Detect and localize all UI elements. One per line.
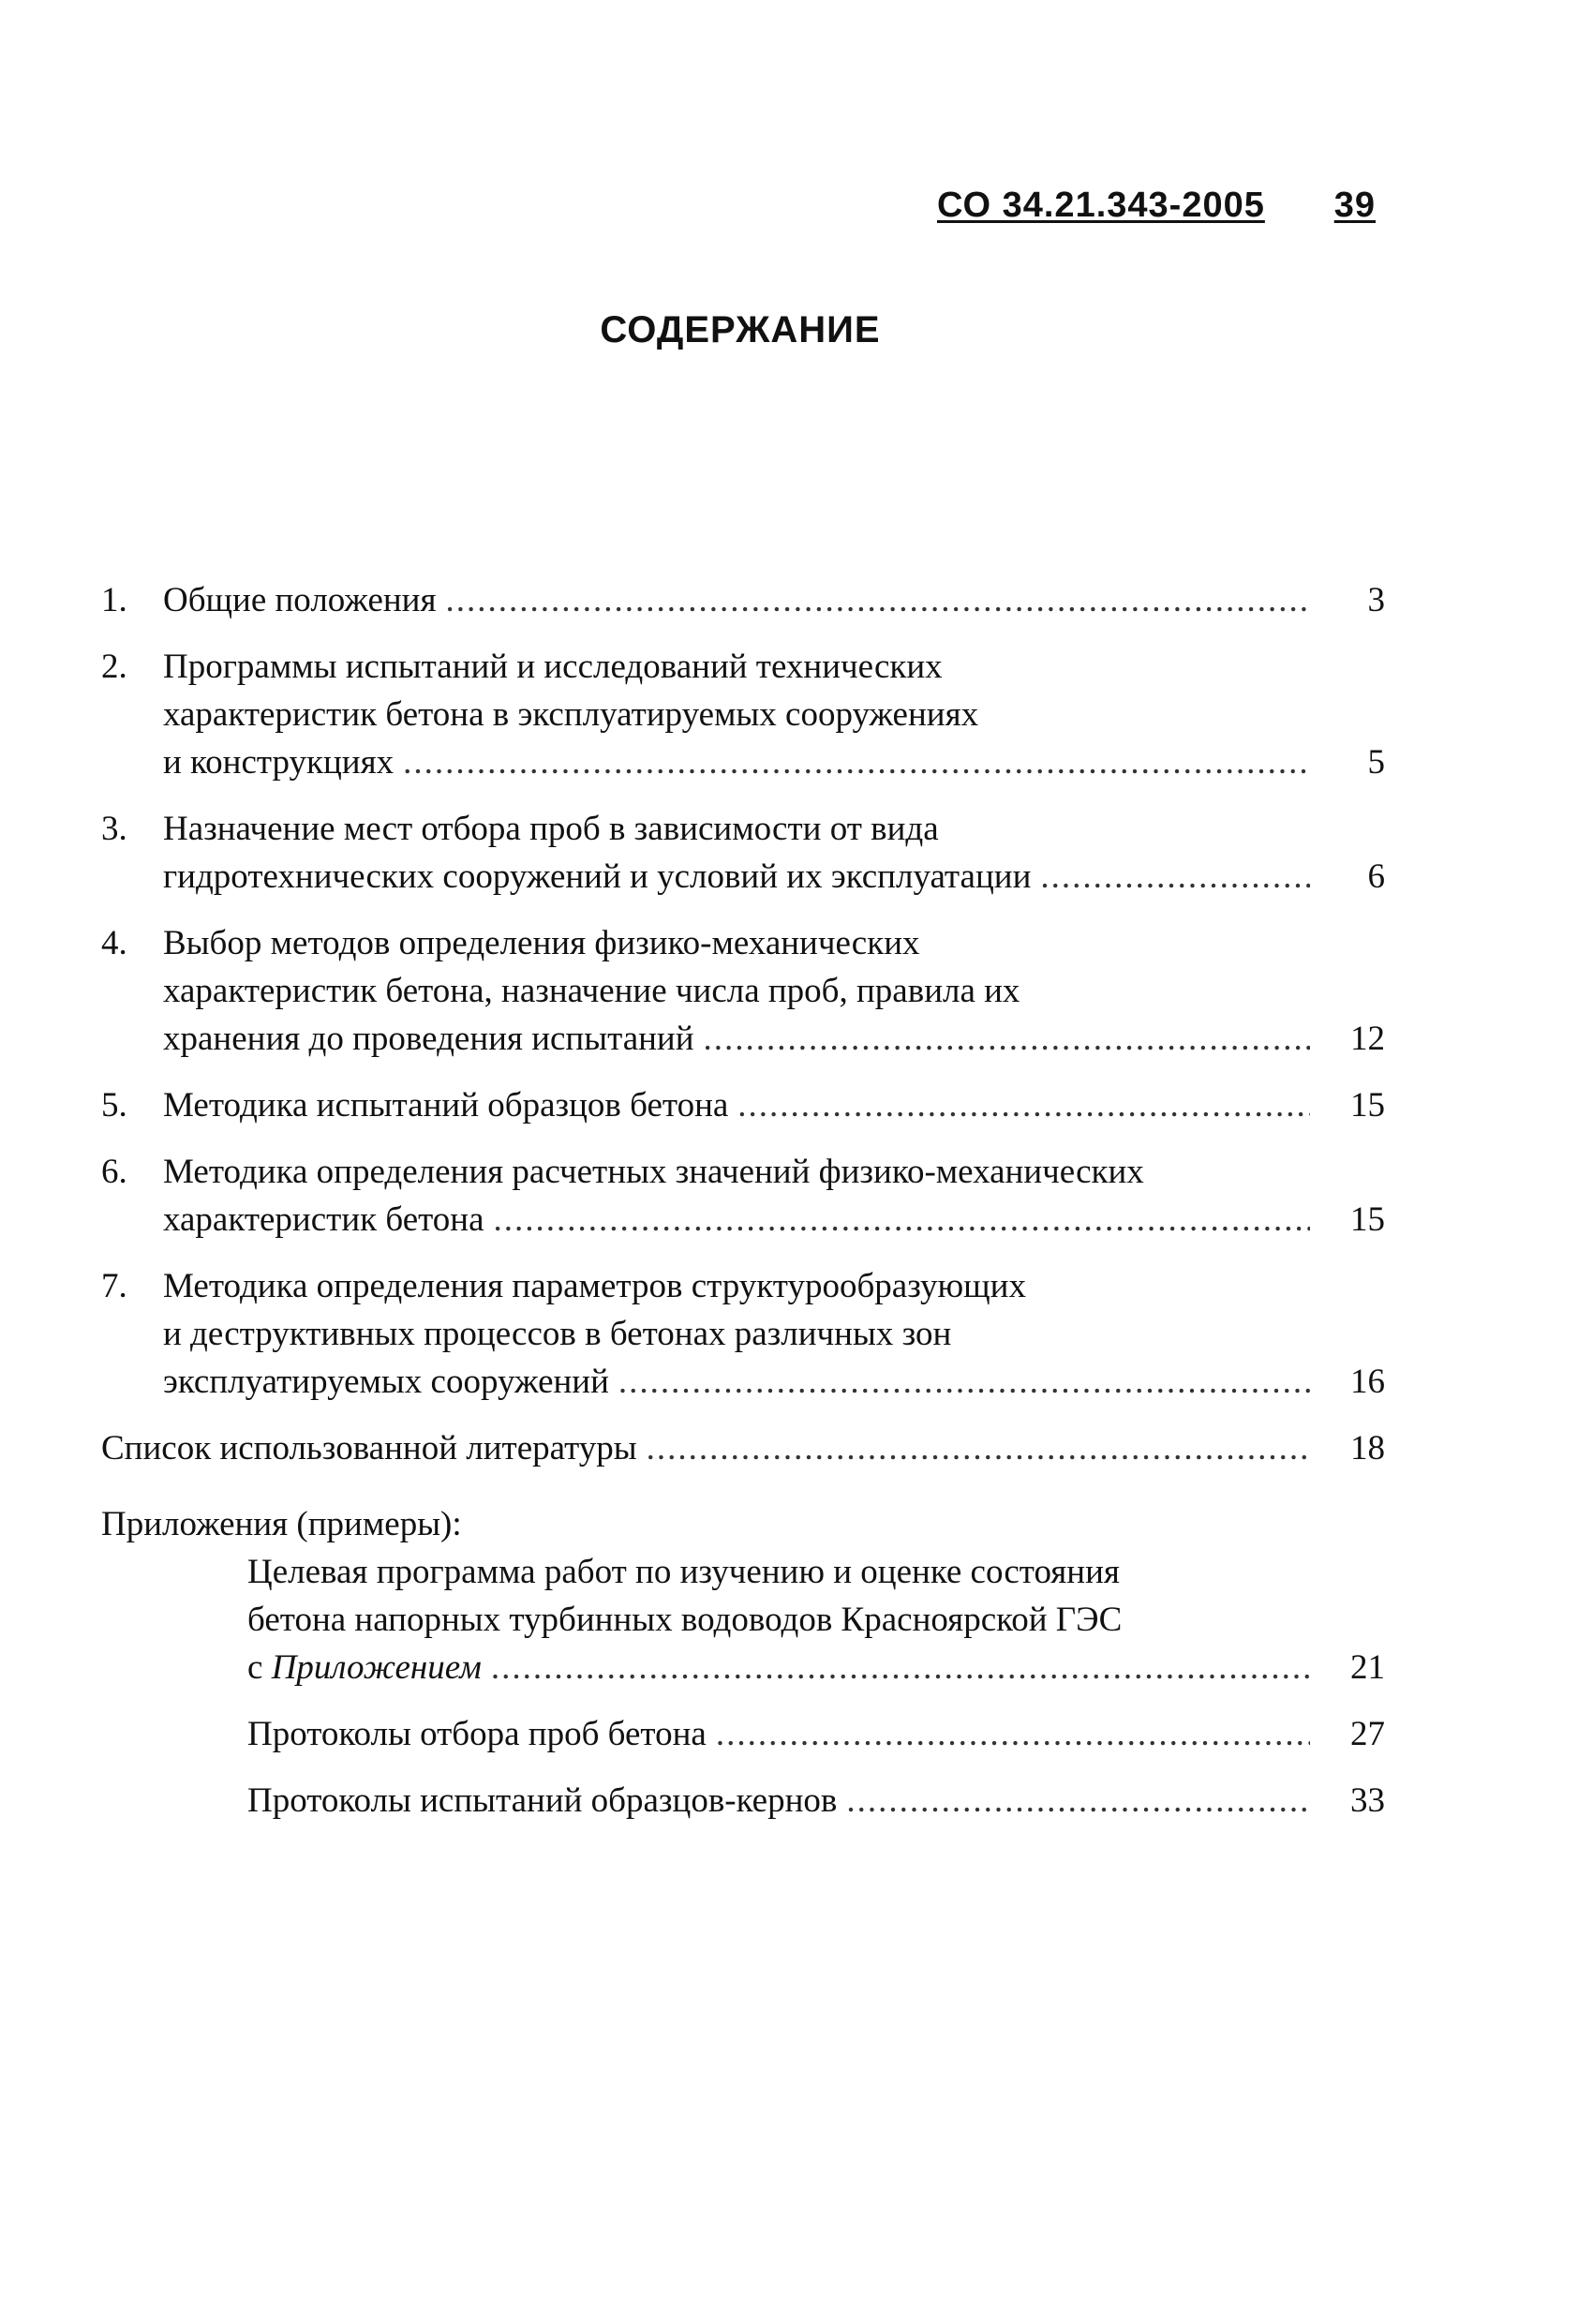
dot-leader — [846, 1777, 1310, 1825]
toc-entry-number: 3. — [101, 810, 127, 848]
dot-leader — [716, 1710, 1310, 1758]
dot-leader — [491, 1644, 1310, 1691]
toc-entry-page: 15 — [1350, 1086, 1385, 1125]
toc-entry-title: Протоколы отбора проб бетона — [247, 1715, 707, 1753]
toc-entry-page: 33 — [1350, 1781, 1385, 1820]
dot-leader — [737, 1081, 1310, 1129]
toc-entry-6[interactable] — [101, 1148, 1385, 1244]
toc-entry-title-line: характеристик бетона в эксплуатируемых сооружениях — [163, 695, 979, 734]
toc-entry-appendix-2[interactable] — [101, 1710, 1385, 1758]
toc-entry-4[interactable] — [101, 919, 1385, 1063]
page-number: 39 — [1333, 186, 1376, 225]
toc-entry-number: 5. — [101, 1086, 127, 1125]
toc-entry-page: 27 — [1350, 1715, 1385, 1753]
toc-entry-title-line: Выбор методов определения физико-механических — [163, 924, 920, 962]
dot-leader — [704, 1015, 1310, 1063]
toc-entry-title: хранения до проведения испытаний — [163, 1020, 694, 1058]
toc-entry-title-line: Программы испытаний и исследований технических — [163, 648, 943, 686]
toc-entry-1[interactable] — [101, 576, 1385, 624]
toc-entry-title-line: Методика определения параметров структурообразующих — [163, 1267, 1026, 1305]
document-code: СО 34.21.343-2005 — [937, 186, 1265, 225]
toc-entry-appendix-1[interactable] — [101, 1548, 1385, 1691]
toc-entry-title: Список использованной литературы — [101, 1429, 637, 1467]
toc-entry-page: 5 — [1367, 743, 1385, 782]
toc-entry-title: Методика испытаний образцов бетона — [163, 1086, 729, 1125]
toc-entry-page: 12 — [1350, 1020, 1385, 1058]
dot-leader — [618, 1358, 1310, 1406]
toc-entry-number: 6. — [101, 1153, 127, 1191]
table-of-contents — [101, 576, 1385, 1843]
toc-entry-title: и конструкциях — [163, 743, 395, 782]
toc-entry-title: Общие положения — [163, 581, 437, 619]
toc-entry-number: 1. — [101, 581, 127, 619]
toc-entry-page: 16 — [1350, 1363, 1385, 1401]
toc-entry-title-italic: Приложением — [271, 1648, 482, 1687]
toc-entry-number: 7. — [101, 1267, 127, 1305]
toc-entry-title: гидротехнических сооружений и условий их эксплуатации — [163, 857, 1032, 896]
toc-entry-references[interactable] — [101, 1424, 1385, 1472]
dot-leader — [647, 1424, 1310, 1472]
toc-entry-title-line: Методика определения расчетных значений физико-механических — [163, 1153, 1144, 1191]
appendices-heading: Приложения (примеры): — [101, 1505, 462, 1543]
toc-entry-title: эксплуатируемых сооружений — [163, 1363, 609, 1401]
toc-entry-2[interactable] — [101, 643, 1385, 786]
toc-entry-title-line: и деструктивных процессов в бетонах различных зон — [163, 1315, 952, 1353]
toc-entry-page: 6 — [1367, 857, 1385, 896]
toc-entry-title-line: Назначение мест отбора проб в зависимости от вида — [163, 810, 939, 848]
toc-entry-3[interactable] — [101, 805, 1385, 901]
dot-leader — [494, 1196, 1310, 1244]
toc-entry-page: 21 — [1350, 1648, 1385, 1687]
toc-entry-page: 15 — [1350, 1200, 1385, 1239]
dot-leader — [403, 738, 1310, 786]
dot-leader — [445, 576, 1310, 624]
toc-entry-title: характеристик бетона — [163, 1200, 484, 1239]
toc-entry-7[interactable] — [101, 1262, 1385, 1406]
toc-entry-number: 4. — [101, 924, 127, 962]
page-title: СОДЕРЖАНИЕ — [600, 309, 881, 350]
toc-entry-page: 18 — [1350, 1429, 1385, 1467]
dot-leader — [1040, 853, 1310, 901]
page-header — [937, 186, 1376, 226]
toc-entry-title-line: характеристик бетона, назначение числа проб, правила их — [163, 972, 1020, 1010]
toc-entry-page: 3 — [1367, 581, 1385, 619]
toc-entry-5[interactable] — [101, 1081, 1385, 1129]
toc-entry-title-line: бетона напорных турбинных водоводов Красноярской ГЭС — [247, 1601, 1123, 1639]
toc-entry-number: 2. — [101, 648, 127, 686]
toc-entry-appendix-3[interactable] — [101, 1777, 1385, 1825]
toc-entry-title: Протоколы испытаний образцов-кернов — [247, 1781, 838, 1820]
toc-entry-title: с — [247, 1648, 272, 1687]
toc-entry-title-line: Целевая программа работ по изучению и оценке состояния — [247, 1553, 1120, 1591]
